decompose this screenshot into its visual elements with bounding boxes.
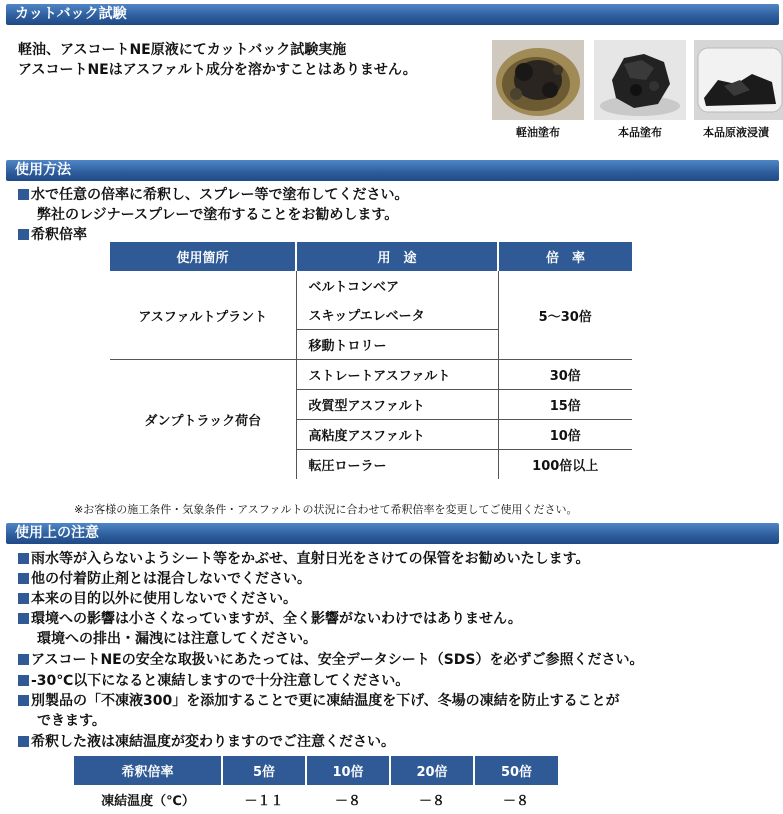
bullet-square-icon — [18, 675, 29, 686]
rate-cell: 15倍 — [498, 390, 632, 420]
caution-item — [18, 692, 620, 710]
section-header-cautions — [6, 523, 779, 544]
freeze-table — [74, 756, 558, 814]
caution-item — [18, 610, 522, 628]
rate-cell: 100倍以上 — [532, 459, 599, 474]
cutback-text-1: 軽油、アスコートNE原液にてカットバック試験実施 — [18, 42, 347, 58]
use-cell: ストレートアスファルト — [296, 360, 498, 390]
caution-text: 希釈した液は凍結温度が変わりますのでご注意ください。 — [31, 734, 395, 750]
table-row — [74, 785, 558, 814]
table-header: 倍 率 — [498, 242, 632, 271]
table-cell: －１１ — [244, 794, 284, 809]
section-title: カットバック試験 — [15, 6, 127, 22]
bullet-square-icon — [18, 229, 29, 240]
table-header: 50倍 — [474, 756, 558, 785]
usage-text: 希釈倍率 — [31, 227, 87, 243]
use-cell: 移動トロリー — [296, 330, 498, 360]
table-cell: －８ — [502, 794, 529, 809]
table-cell: －８ — [418, 794, 445, 809]
photo-caption: 軽油塗布 — [516, 126, 560, 139]
bullet-square-icon — [18, 736, 29, 747]
section-title: 使用上の注意 — [15, 525, 99, 541]
use-cell: 転圧ローラー — [296, 450, 498, 480]
bullet-square-icon — [18, 189, 29, 200]
photo-caption: 本品原液浸漬 — [703, 126, 769, 139]
photo-caption: 本品塗布 — [618, 126, 662, 139]
table-row — [110, 360, 632, 390]
caution-text: 他の付着防止剤とは混合しないでください。 — [31, 571, 311, 587]
bullet-square-icon — [18, 573, 29, 584]
dilution-table — [110, 242, 632, 479]
table-header: 5倍 — [222, 756, 306, 785]
caution-item — [18, 672, 409, 690]
caution-text: -30℃以下になると凍結しますので十分注意してください。 — [31, 673, 410, 689]
rate-cell: 10倍 — [498, 420, 632, 450]
table-header: 20倍 — [390, 756, 474, 785]
section-title: 使用方法 — [15, 162, 71, 178]
caution-item — [18, 570, 311, 588]
caution-item — [18, 550, 589, 568]
bullet-square-icon — [18, 553, 29, 564]
photo-product — [594, 40, 686, 120]
place-cell: アスファルトプラント — [110, 271, 296, 360]
bullet-square-icon — [18, 593, 29, 604]
section-header-usage — [6, 160, 779, 181]
caution-text: アスコートNEの安全な取扱いにあたっては、安全データシート（SDS）を必ずご参照ください。 — [31, 652, 644, 668]
table-row — [110, 271, 632, 300]
photo-diesel — [492, 40, 584, 120]
caution-item — [18, 651, 644, 669]
usage-note: ※お客様の施工条件・気象条件・アスファルトの状況に合わせて希釈倍率を変更してご使用ください。 — [74, 503, 578, 516]
table-header: 用 途 — [296, 242, 498, 271]
caution-item-cont: できます。 — [37, 713, 106, 729]
table-cell: －８ — [334, 794, 361, 809]
use-cell: ベルトコンベア — [296, 271, 498, 300]
use-cell: 高粘度アスファルト — [296, 420, 498, 450]
section-header-cutback — [6, 4, 779, 25]
caution-text: 別製品の「不凍液300」を添加することで更に凍結温度を下げ、冬場の凍結を防止することが — [31, 693, 620, 709]
usage-bullet-2 — [18, 226, 87, 244]
rate-cell: 30倍 — [498, 360, 632, 390]
usage-text: 水で任意の倍率に希釈し、スプレー等で塗布してください。 — [31, 187, 409, 203]
bullet-square-icon — [18, 654, 29, 665]
usage-bullet-1 — [18, 186, 408, 204]
caution-item — [18, 590, 297, 608]
usage-bullet-1-cont: 弊社のレジナースプレーで塗布することをお勧めします。 — [37, 207, 399, 223]
use-cell: 改質型アスファルト — [296, 390, 498, 420]
bullet-square-icon — [18, 695, 29, 706]
rate-cell: 5～30倍 — [498, 271, 632, 360]
table-header: 使用箇所 — [110, 242, 296, 271]
caution-item — [18, 733, 395, 751]
bullet-square-icon — [18, 613, 29, 624]
caution-text: 本来の目的以外に使用しないでください。 — [31, 591, 297, 607]
place-cell: ダンプトラック荷台 — [110, 360, 296, 480]
table-cell: 凍結温度（℃） — [101, 794, 195, 809]
use-cell: スキップエレベータ — [296, 300, 498, 330]
table-header: 希釈倍率 — [74, 756, 222, 785]
photo-immersion — [694, 40, 783, 120]
table-header: 10倍 — [306, 756, 390, 785]
caution-text: 雨水等が入らないようシート等をかぶせ、直射日光をさけての保管をお勧めいたします。 — [31, 551, 590, 567]
caution-text: 環境への影響は小さくなっていますが、全く影響がないわけではありません。 — [31, 611, 522, 627]
cutback-text-2: アスコートNEはアスファルト成分を溶かすことはありません。 — [18, 62, 417, 78]
caution-item-cont: 環境への排出・漏洩には注意してください。 — [37, 631, 317, 647]
